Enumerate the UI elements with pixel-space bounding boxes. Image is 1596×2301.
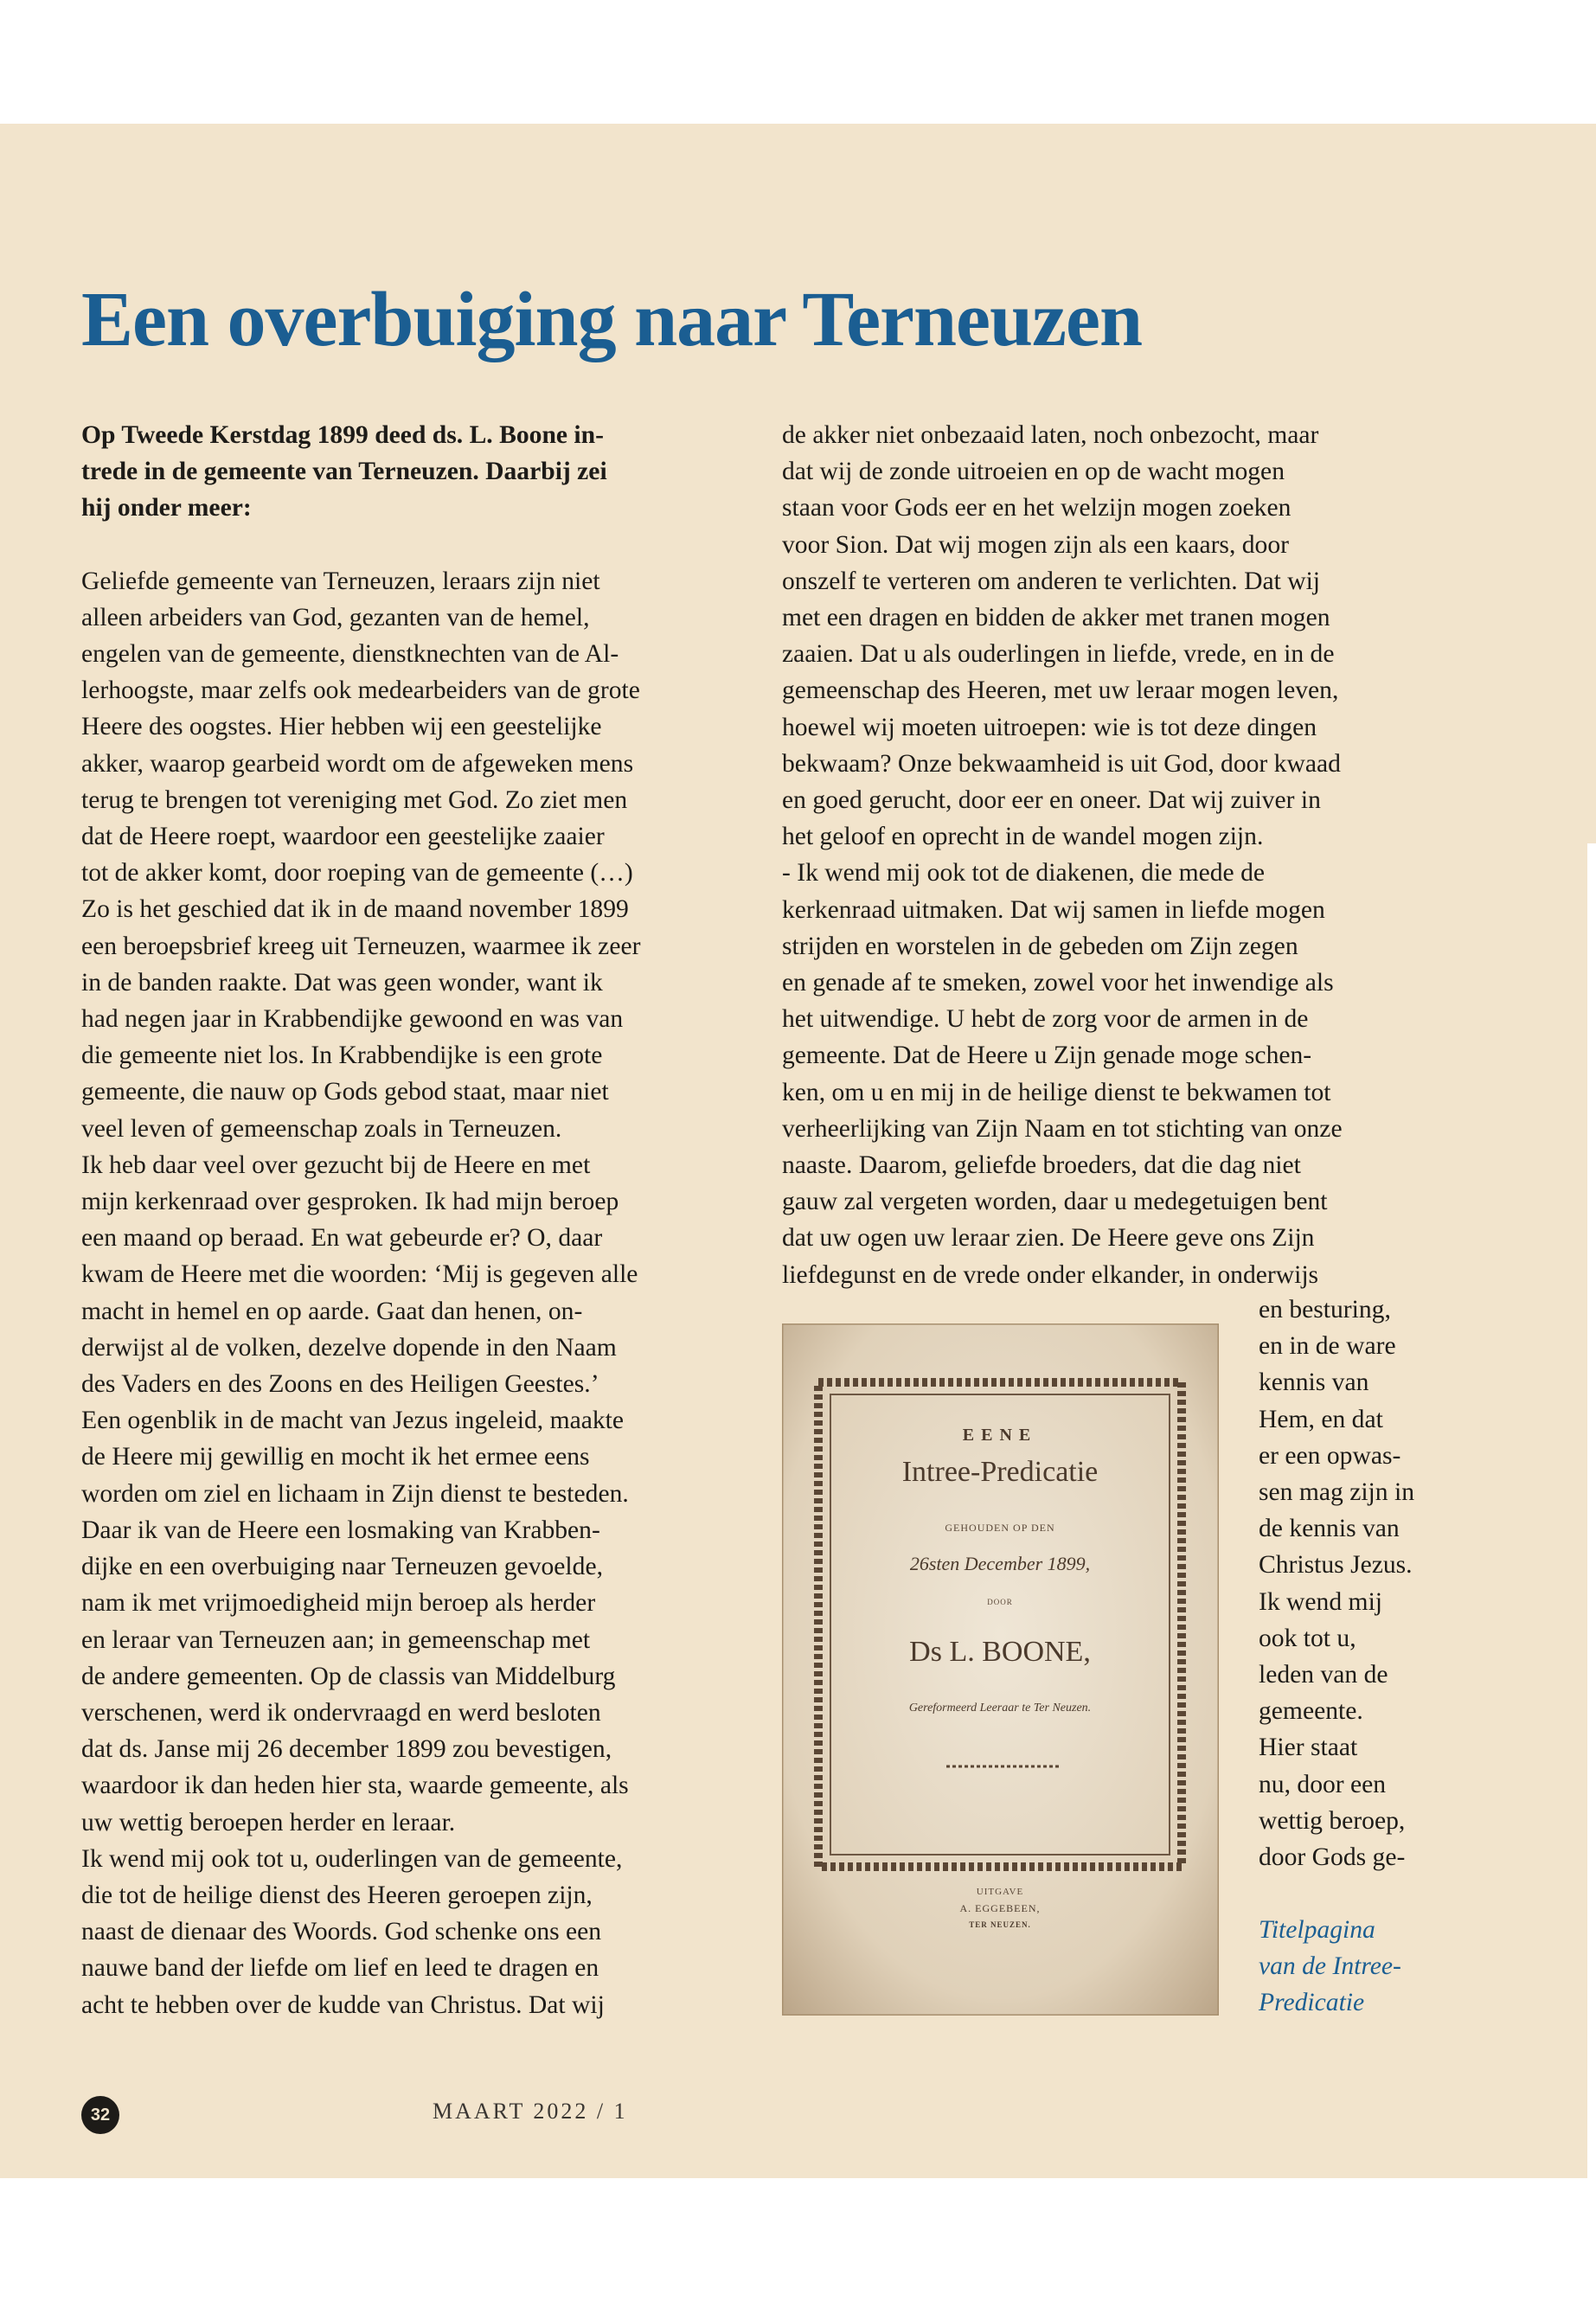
body-line: akker, waarop gearbeid wordt om de afgeweken mens — [81, 749, 634, 778]
body-line: de andere gemeenten. Op de classis van Middelburg — [81, 1662, 616, 1690]
body-line: leden van de — [1259, 1661, 1388, 1689]
lead-line: hij onder meer: — [81, 494, 252, 522]
body-line: had negen jaar in Krabbendijke gewoond en was van — [81, 1005, 624, 1034]
body-line: Geliefde gemeente van Terneuzen, leraars zijn niet — [81, 567, 600, 595]
body-line: waardoor ik dan heden hier sta, waarde gemeente, als — [81, 1772, 629, 1800]
body-line: staan voor Gods eer en het welzijn mogen zoeken — [782, 494, 1292, 522]
body-line: gemeente, die nauw op Gods gebod staat, maar niet — [81, 1078, 609, 1106]
issue-label: MAART 2022 / 1 — [433, 2099, 628, 2124]
lead-line: trede in de gemeente van Terneuzen. Daarbij zei — [81, 458, 607, 486]
body-line: liefdegunst en de vrede onder elkander, in onderwijs — [782, 1260, 1319, 1289]
body-line: en besturing, — [1259, 1296, 1391, 1324]
body-line: voor Sion. Dat wij mogen zijn als een kaars, door — [782, 530, 1289, 559]
body-line: kwam de Heere met die woorden: ‘Mij is gegeven alle — [81, 1260, 638, 1289]
body-line: lerhoogste, maar zelfs ook medearbeiders van de grote — [81, 676, 640, 705]
left-body-text — [81, 563, 756, 2023]
body-line: uw wettig beroepen herder en leraar. — [81, 1808, 456, 1836]
body-line: gemeente. Dat de Heere u Zijn genade moge schen- — [782, 1042, 1312, 1070]
body-line: dat wij de zonde uitroeien en op de wacht mogen — [782, 458, 1285, 486]
body-line: kennis van — [1259, 1368, 1369, 1397]
body-line: Zo is het geschied dat ik in de maand november 1899 — [81, 895, 629, 924]
body-line: dijke en een overbuiging naar Terneuzen gevoelde, — [81, 1553, 603, 1581]
page-number-badge: 32 — [81, 2096, 119, 2134]
body-line: engelen van de gemeente, dienstknechten van de Al- — [81, 640, 619, 669]
body-line: die tot de heilige dienst des Heeren geroepen zijn, — [81, 1881, 593, 1909]
body-line: en in de ware — [1259, 1332, 1396, 1361]
lead-line: Op Tweede Kerstdag 1899 deed ds. L. Boone in- — [81, 421, 604, 449]
body-line: worden om ziel en lichaam in Zijn dienst te besteden. — [81, 1479, 629, 1508]
body-line: ook tot u, — [1259, 1624, 1356, 1652]
body-line: die gemeente niet los. In Krabbendijke is een grote — [81, 1042, 603, 1070]
body-line: nu, door een — [1259, 1770, 1387, 1798]
title-page-author: Ds L. BOONE, — [909, 1636, 1091, 1668]
body-line: des Vaders en des Zoons en des Heiligen Geestes.’ — [81, 1370, 599, 1399]
article-lead — [81, 417, 756, 527]
body-line: Ik wend mij — [1259, 1587, 1383, 1616]
body-line: wettig beroep, — [1259, 1806, 1406, 1835]
body-line: hoewel wij moeten uitroepen: wie is tot deze dingen — [782, 713, 1317, 741]
body-line: zaaien. Dat u als ouderlingen in liefde, vrede, en in de — [782, 640, 1335, 669]
body-line: het geloof en oprecht in de wandel mogen zijn. — [782, 823, 1264, 851]
body-line: Heere des oogstes. Hier hebben wij een geestelijke — [81, 713, 602, 741]
body-line: naast de dienaar des Woords. God schenke ons een — [81, 1918, 602, 1946]
title-page-door: DOOR — [987, 1598, 1013, 1606]
title-page-eene: EENE — [962, 1426, 1038, 1445]
body-line: veel leven of gemeenschap zoals in Terneuzen. — [81, 1114, 562, 1143]
body-line: terug te brengen tot vereniging met God. Zo ziet men — [81, 785, 628, 814]
body-line: Ik heb daar veel over gezucht bij de Heere en met — [81, 1150, 591, 1179]
title-page-gehouden: GEHOUDEN OP DEN — [945, 1522, 1055, 1534]
body-line: het uitwendige. U hebt de zorg voor de armen in de — [782, 1005, 1309, 1034]
body-line: Een ogenblik in de macht van Jezus ingeleid, maakte — [81, 1407, 625, 1435]
body-line: de akker niet onbezaaid laten, noch onbezocht, maar — [782, 421, 1319, 449]
body-line: en leraar van Terneuzen aan; in gemeenschap met — [81, 1625, 591, 1654]
body-line: er een opwas- — [1259, 1441, 1401, 1470]
body-line: gauw zal vergeten worden, daar u medegetuigen bent — [782, 1188, 1328, 1216]
title-page-place: TER NEUZEN. — [969, 1920, 1031, 1929]
title-page-date: 26sten December 1899, — [909, 1553, 1091, 1574]
body-line: ken, om u en mij in de heilige dienst te bekwamen tot — [782, 1078, 1331, 1106]
body-line: bekwaam? Onze bekwaamheid is uit God, door kwaad — [782, 749, 1341, 778]
body-line: gemeenschap des Heeren, met uw leraar mogen leven, — [782, 676, 1339, 705]
title-page-heading: Intree-Predicatie — [901, 1456, 1099, 1488]
body-line: dat de Heere roept, waardoor een geestelijke zaaier — [81, 823, 605, 851]
body-line: nam ik met vrijmoedigheid mijn beroep als herder — [81, 1589, 596, 1618]
article-title: Een overbuiging naar Terneuzen — [81, 277, 1143, 362]
page-edge-strip — [1587, 843, 1596, 2178]
body-line: sen mag zijn in — [1259, 1478, 1414, 1507]
body-line: Hier staat — [1259, 1734, 1358, 1762]
body-line: een maand op beraad. En wat gebeurde er? O, daar — [81, 1224, 603, 1253]
title-page-uitgave: UITGAVE — [976, 1887, 1024, 1897]
caption-line: van de Intree- — [1259, 1952, 1401, 1981]
title-page-image — [782, 1324, 1219, 2016]
body-line: mijn kerkenraad over gesproken. Ik had mijn beroep — [81, 1188, 619, 1216]
body-line: dat ds. Janse mij 26 december 1899 zou bevestigen, — [81, 1735, 612, 1764]
narrow-body-text — [1259, 1292, 1466, 1875]
caption-line: Predicatie — [1259, 1989, 1365, 2017]
body-line: acht te hebben over de kudde van Christus. Dat wij — [81, 1990, 605, 2019]
body-line: derwijst al de volken, dezelve dopende in den Naam — [81, 1333, 617, 1362]
title-page-role: Gereformeerd Leeraar te Ter Neuzen. — [908, 1702, 1092, 1715]
body-line: macht in hemel en op aarde. Gaat dan henen, on- — [81, 1297, 583, 1325]
body-line: onszelf te verteren om anderen te verlichten. Dat wij — [782, 567, 1321, 595]
body-line: in de banden raakte. Dat was geen wonder, want ik — [81, 968, 603, 997]
body-line: gemeente. — [1259, 1697, 1363, 1726]
right-body-text — [782, 417, 1457, 1293]
body-line: door Gods ge- — [1259, 1843, 1406, 1872]
body-line: en goed gerucht, door eer en oneer. Dat wij zuiver in — [782, 786, 1321, 815]
body-line: en genade af te smeken, zowel voor het inwendige als — [782, 969, 1334, 997]
image-caption — [1259, 1912, 1466, 2022]
body-line: strijden en worstelen in de gebeden om Zijn zegen — [782, 932, 1298, 960]
body-line: verheerlijking van Zijn Naam en tot stichting van onze — [782, 1114, 1343, 1143]
body-line: naaste. Daarom, geliefde broeders, dat die dag niet — [782, 1151, 1301, 1180]
body-line: de Heere mij gewillig en mocht ik het ermee eens — [81, 1443, 590, 1471]
body-line: - Ik wend mij ook tot de diakenen, die mede de — [782, 859, 1266, 888]
body-line: Hem, en dat — [1259, 1405, 1383, 1433]
body-line: Ik wend mij ook tot u, ouderlingen van de gemeente, — [81, 1844, 623, 1873]
body-line: verschenen, werd ik ondervraagd en werd besloten — [81, 1698, 601, 1727]
body-line: de kennis van — [1259, 1515, 1400, 1543]
caption-line: Titelpagina — [1259, 1916, 1375, 1944]
body-line: dat uw ogen uw leraar zien. De Heere geve ons Zijn — [782, 1224, 1315, 1253]
left-column — [81, 417, 756, 2023]
body-line: alleen arbeiders van God, gezanten van de hemel, — [81, 603, 590, 631]
body-line: Daar ik van de Heere een losmaking van Krabben- — [81, 1516, 600, 1544]
body-line: tot de akker komt, door roeping van de gemeente (…) — [81, 859, 633, 888]
body-line: een beroepsbrief kreeg uit Terneuzen, waarmee ik zeer — [81, 932, 641, 960]
body-line: nauwe band der liefde om lief en leed te dragen en — [81, 1954, 599, 1983]
body-line: kerkenraad uitmaken. Dat wij samen in liefde mogen — [782, 895, 1325, 924]
title-page-publisher: A. EGGEBEEN, — [959, 1902, 1041, 1914]
right-column — [782, 417, 1457, 1293]
body-line: met een dragen en bidden de akker met tranen mogen — [782, 604, 1330, 632]
body-line: Christus Jezus. — [1259, 1551, 1413, 1580]
